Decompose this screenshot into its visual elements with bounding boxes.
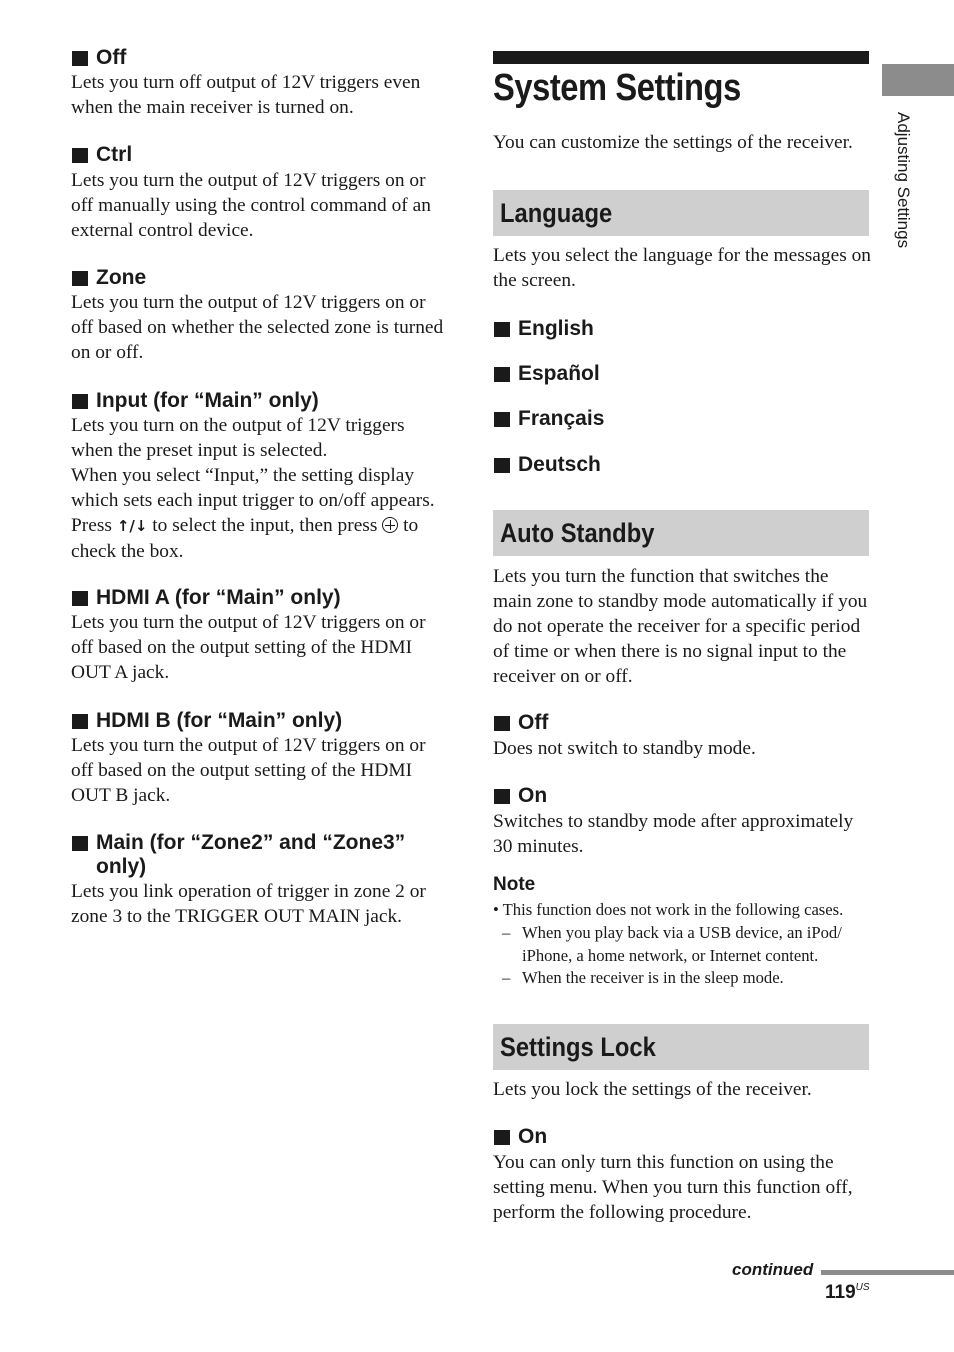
heading-off: Off <box>71 46 447 70</box>
square-bullet-icon <box>494 458 510 473</box>
square-bullet-icon <box>72 714 88 729</box>
text-lock-on: You can only turn this function on using the setting menu. When you turn this function off, perform the following procedure. <box>493 1152 853 1223</box>
continued-label: continued <box>732 1260 814 1279</box>
option-english: English <box>493 317 869 341</box>
side-section-label: Adjusting Settings <box>894 112 913 249</box>
text-standby-on: Switches to standby mode after approximately 30 minutes. <box>493 811 854 857</box>
square-bullet-icon <box>72 271 88 286</box>
note-dash-2: – <box>502 968 511 987</box>
intro-text: You can customize the settings of the receiver. <box>493 132 853 153</box>
text-zone: Lets you turn the output of 12V triggers on or off based on whether the selected zone is turned on or off. <box>71 292 444 363</box>
heading-lock-on: On <box>493 1125 869 1149</box>
title-rule <box>493 51 869 64</box>
text-settings-lock: Lets you lock the settings of the receiver. <box>493 1079 812 1100</box>
note-dash-1: – <box>502 923 511 942</box>
continued-bar <box>821 1270 954 1275</box>
heading-hdmi-b: HDMI B (for “Main” only) <box>71 709 447 733</box>
square-bullet-icon <box>494 412 510 427</box>
heading-main: Main (for “Zone2” and “Zone3” only) <box>71 831 447 879</box>
note-heading: Note <box>493 874 536 895</box>
square-bullet-icon <box>72 836 88 851</box>
heading-standby-off: Off <box>493 711 869 735</box>
text-main: Lets you link operation of trigger in zone 2 or zone 3 to the TRIGGER OUT MAIN jack. <box>71 881 426 927</box>
text-language: Lets you select the language for the messages on the screen. <box>493 245 871 291</box>
text-input-2: When you select “Input,” the setting display which sets each input trigger to on/off appears. <box>71 465 435 511</box>
heading-zone: Zone <box>71 266 447 290</box>
enter-button-icon <box>382 517 398 533</box>
square-bullet-icon <box>72 394 88 409</box>
square-bullet-icon <box>494 1130 510 1145</box>
text-hdmi-a: Lets you turn the output of 12V triggers on or off based on the output setting of the HDMI OUT A jack. <box>71 612 426 683</box>
note-bullet: • This function does not work in the following cases. <box>493 900 844 919</box>
section-header-language: Language <box>493 190 869 236</box>
option-francais: Français <box>493 407 869 431</box>
text-input-1: Lets you turn on the output of 12V triggers when the preset input is selected. <box>71 415 405 461</box>
text-off: Lets you turn off output of 12V triggers even when the main receiver is turned on. <box>71 72 421 118</box>
square-bullet-icon <box>72 148 88 163</box>
option-espanol: Español <box>493 362 869 386</box>
square-bullet-icon <box>72 591 88 606</box>
heading-hdmi-a: HDMI A (for “Main” only) <box>71 586 447 610</box>
text-ctrl: Lets you turn the output of 12V triggers on or off manually using the control command of an external control device. <box>71 170 431 241</box>
section-header-auto-standby: Auto Standby <box>493 510 869 556</box>
heading-standby-on: On <box>493 784 869 808</box>
square-bullet-icon <box>494 789 510 804</box>
note-item-2: When the receiver is in the sleep mode. <box>522 968 784 987</box>
page-title: System Settings <box>493 67 741 109</box>
option-deutsch: Deutsch <box>493 453 869 477</box>
heading-input: Input (for “Main” only) <box>71 389 447 413</box>
note-item-1: When you play back via a USB device, an iPod/ iPhone, a home network, or Internet content. <box>522 923 842 965</box>
up-down-arrows-icon: ↑/↓ <box>116 517 148 535</box>
square-bullet-icon <box>494 367 510 382</box>
section-header-settings-lock: Settings Lock <box>493 1024 869 1070</box>
square-bullet-icon <box>494 322 510 337</box>
text-hdmi-b: Lets you turn the output of 12V triggers on or off based on the output setting of the HDMI OUT B jack. <box>71 735 426 806</box>
page-suffix: US <box>855 1282 870 1293</box>
text-standby-off: Does not switch to standby mode. <box>493 738 756 759</box>
side-tab-marker <box>882 64 954 96</box>
text-auto-standby: Lets you turn the function that switches the main zone to standby mode automatically if you do not operate the receiver for a specific period of time or when there is no signal input to the receiver on or off. <box>493 566 868 687</box>
page-number: $119^{US}$ <box>825 1282 870 1303</box>
heading-ctrl: Ctrl <box>71 143 447 167</box>
square-bullet-icon <box>494 716 510 731</box>
square-bullet-icon <box>72 51 88 66</box>
text-input-3: Press ↑/↓ to select the input, then press to check the box. <box>71 515 419 562</box>
